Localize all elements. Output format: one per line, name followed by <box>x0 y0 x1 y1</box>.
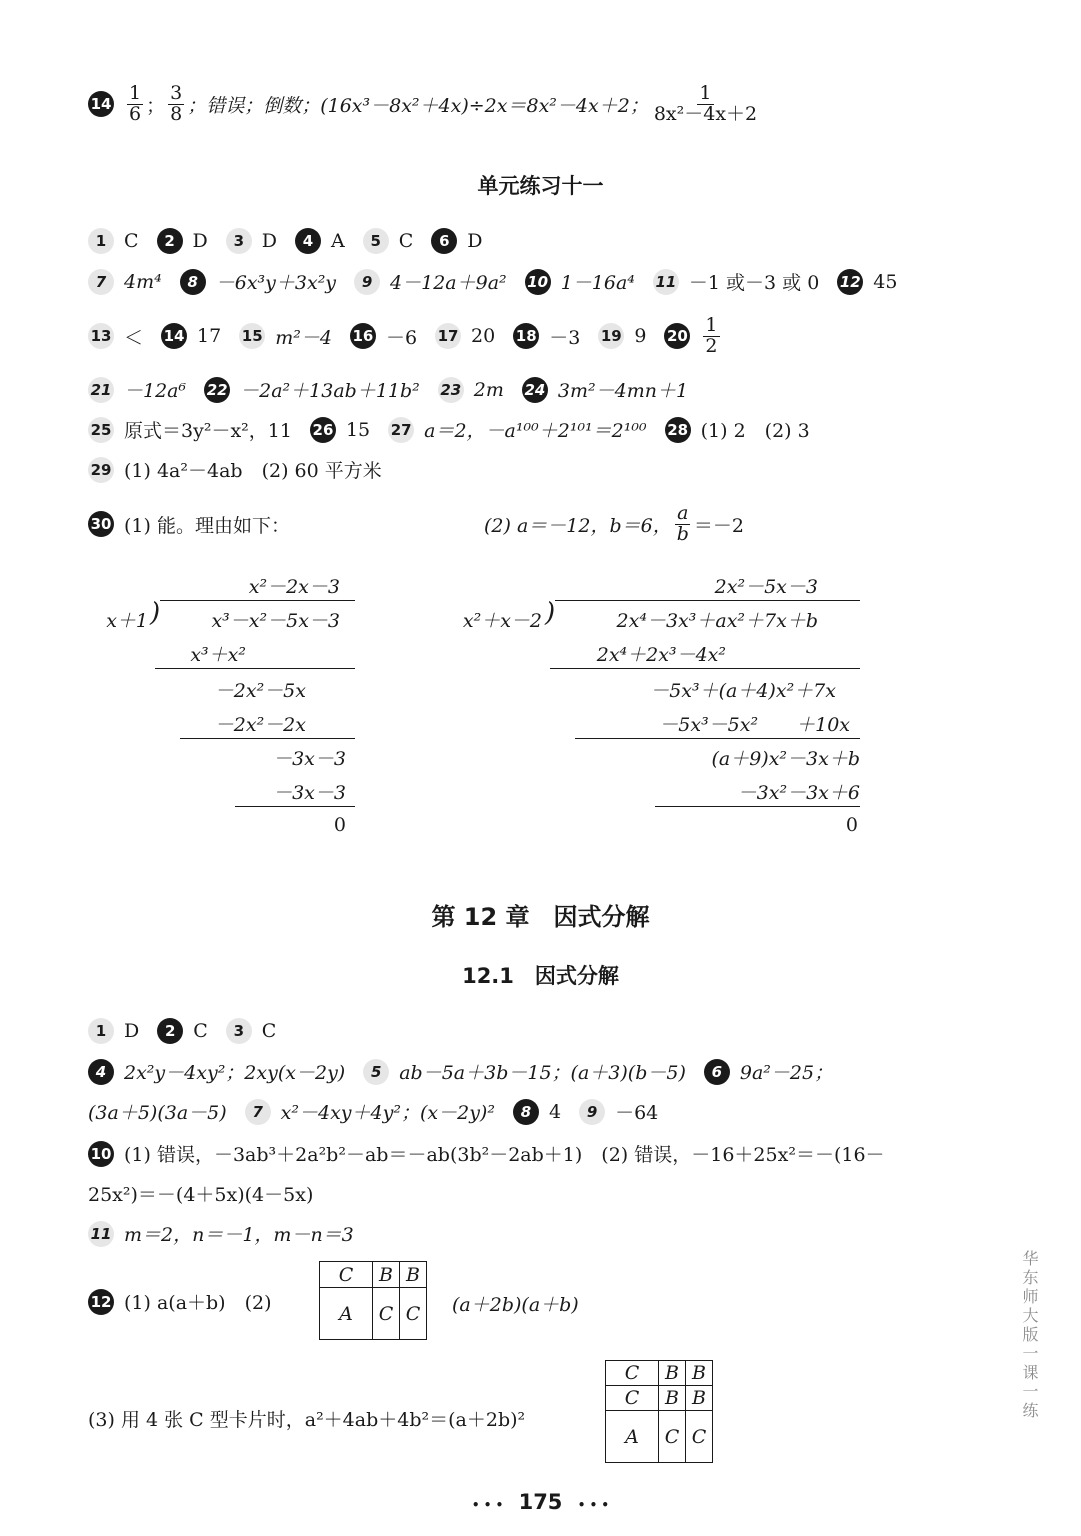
answer-row-s2-2: 4 2x²y－4xy²；2xy(x－2y) 5 ab－5a＋3b－15；(a＋3)(b－5) 6 9a²－25； <box>88 1058 851 1085</box>
dots-left: • • • <box>471 1498 504 1512</box>
page-number-footer <box>0 1490 1081 1514</box>
section-title: 单元练习十一 <box>477 174 604 198</box>
answer-row-4: 21 －12a⁶ 22 －2a²＋13ab＋11b² 23 2m 24 3m²－4mn＋1 <box>88 376 706 403</box>
fraction-3: $\frac{1}{\text{8x²－4x＋2}}$ <box>653 82 758 125</box>
answer-row-top: 14 $\frac{1}{6}$ ； $\frac{3}{8}$ ；错误；倒数；(16x³－8x²＋4x)÷2x＝8x²－4x＋2； $\frac{1}{\text{8x²－4x＋2}}$ <box>88 84 762 125</box>
answer-row-s2-1: 1 D 2 C 3 C <box>88 1018 294 1044</box>
answer-row-6: 29 (1) 4a²－4ab (2) 60 平方米 <box>88 456 400 483</box>
chapter-title: 第 12 章 因式分解 <box>431 903 650 931</box>
page-number: 175 <box>518 1490 563 1514</box>
dividend: x³－x²－5x－3 <box>211 610 340 632</box>
fraction-1: $\frac{1}{6}$ <box>129 82 142 125</box>
divisor: x²＋x－2 <box>462 610 542 632</box>
answer-row-30: 30 (1) 能。理由如下： (2) a＝－12，b＝6， $\frac{a}{b}$ ＝－2 <box>88 504 744 545</box>
answer-row-1: 1 C 2 D 3 D 4 A 5 C 6 D <box>88 228 501 254</box>
fraction-a-b: $\frac{a}{b}$ <box>676 502 689 545</box>
question-number: 14 <box>88 91 114 117</box>
card-grid-2: C B B C B B A C C <box>605 1360 713 1463</box>
card-grid-1: C B B A C C <box>319 1261 427 1340</box>
answer-row-s2-12-part3: (3) 用 4 张 C 型卡片时，a²＋4ab＋4b²＝(a＋2b)² <box>88 1409 526 1431</box>
answer-row-3: 13 ＜ 14 17 15 m²－4 16 －6 17 20 18 －3 19 9 20 $\frac{1}{2}$ <box>88 316 741 357</box>
dividend: 2x⁴－3x³＋ax²＋7x＋b <box>616 610 818 632</box>
division-bracket: ) <box>545 598 556 628</box>
dots-right: • • • <box>577 1498 610 1512</box>
answer-text: ；错误；倒数；(16x³－8x²＋4x)÷2x＝8x²－4x＋2； <box>187 94 649 117</box>
quotient: x²－2x－3 <box>248 576 340 598</box>
divisor: x＋1 <box>106 610 148 632</box>
answer-row-s2-10-cont: 25x²)＝－(4＋5x)(4－5x) <box>88 1184 314 1206</box>
answer-row-s2-11: 11 m＝2，n＝－1，m－n＝3 <box>88 1220 354 1247</box>
division-bar <box>160 600 355 601</box>
answer-row-s2-10: 10 (1) 错误，－3ab³＋2a²b²－ab＝－ab(3b²－2ab＋1) (2) 错误，－16＋25x²＝－(16－ <box>88 1140 885 1167</box>
answer-row-s2-3: (3a＋5)(3a－5) 7 x²－4xy＋4y²；(x－2y)² 8 4 9 －64 <box>88 1100 659 1124</box>
answer-row-s2-12-result: (a＋2b)(a＋b) <box>452 1294 579 1316</box>
fraction-half: $\frac{1}{2}$ <box>705 314 718 357</box>
division-bracket: ) <box>150 598 161 628</box>
book-title-side-label: 华东师大版一课一练 <box>1020 1250 1039 1421</box>
section-subtitle: 12.1 因式分解 <box>462 964 619 988</box>
quotient: 2x²－5x－3 <box>714 576 818 598</box>
fraction-2: $\frac{3}{8}$ <box>170 82 183 125</box>
answer-row-2: 7 4m⁴ 8 －6x³y＋3x²y 9 4－12a＋9a² 10 1－16a⁴ 11 －1 或－3 或 0 12 45 <box>88 268 915 295</box>
division-bar <box>555 600 860 601</box>
answer-row-s2-12: 12 (1) a(a＋b) (2) <box>88 1288 272 1315</box>
answer-row-5: 25 原式＝3y²－x²，11 26 15 27 a＝2，－a¹⁰⁰＋2¹⁰¹＝2¹⁰⁰ 28 (1) 2 (2) 3 <box>88 416 828 443</box>
